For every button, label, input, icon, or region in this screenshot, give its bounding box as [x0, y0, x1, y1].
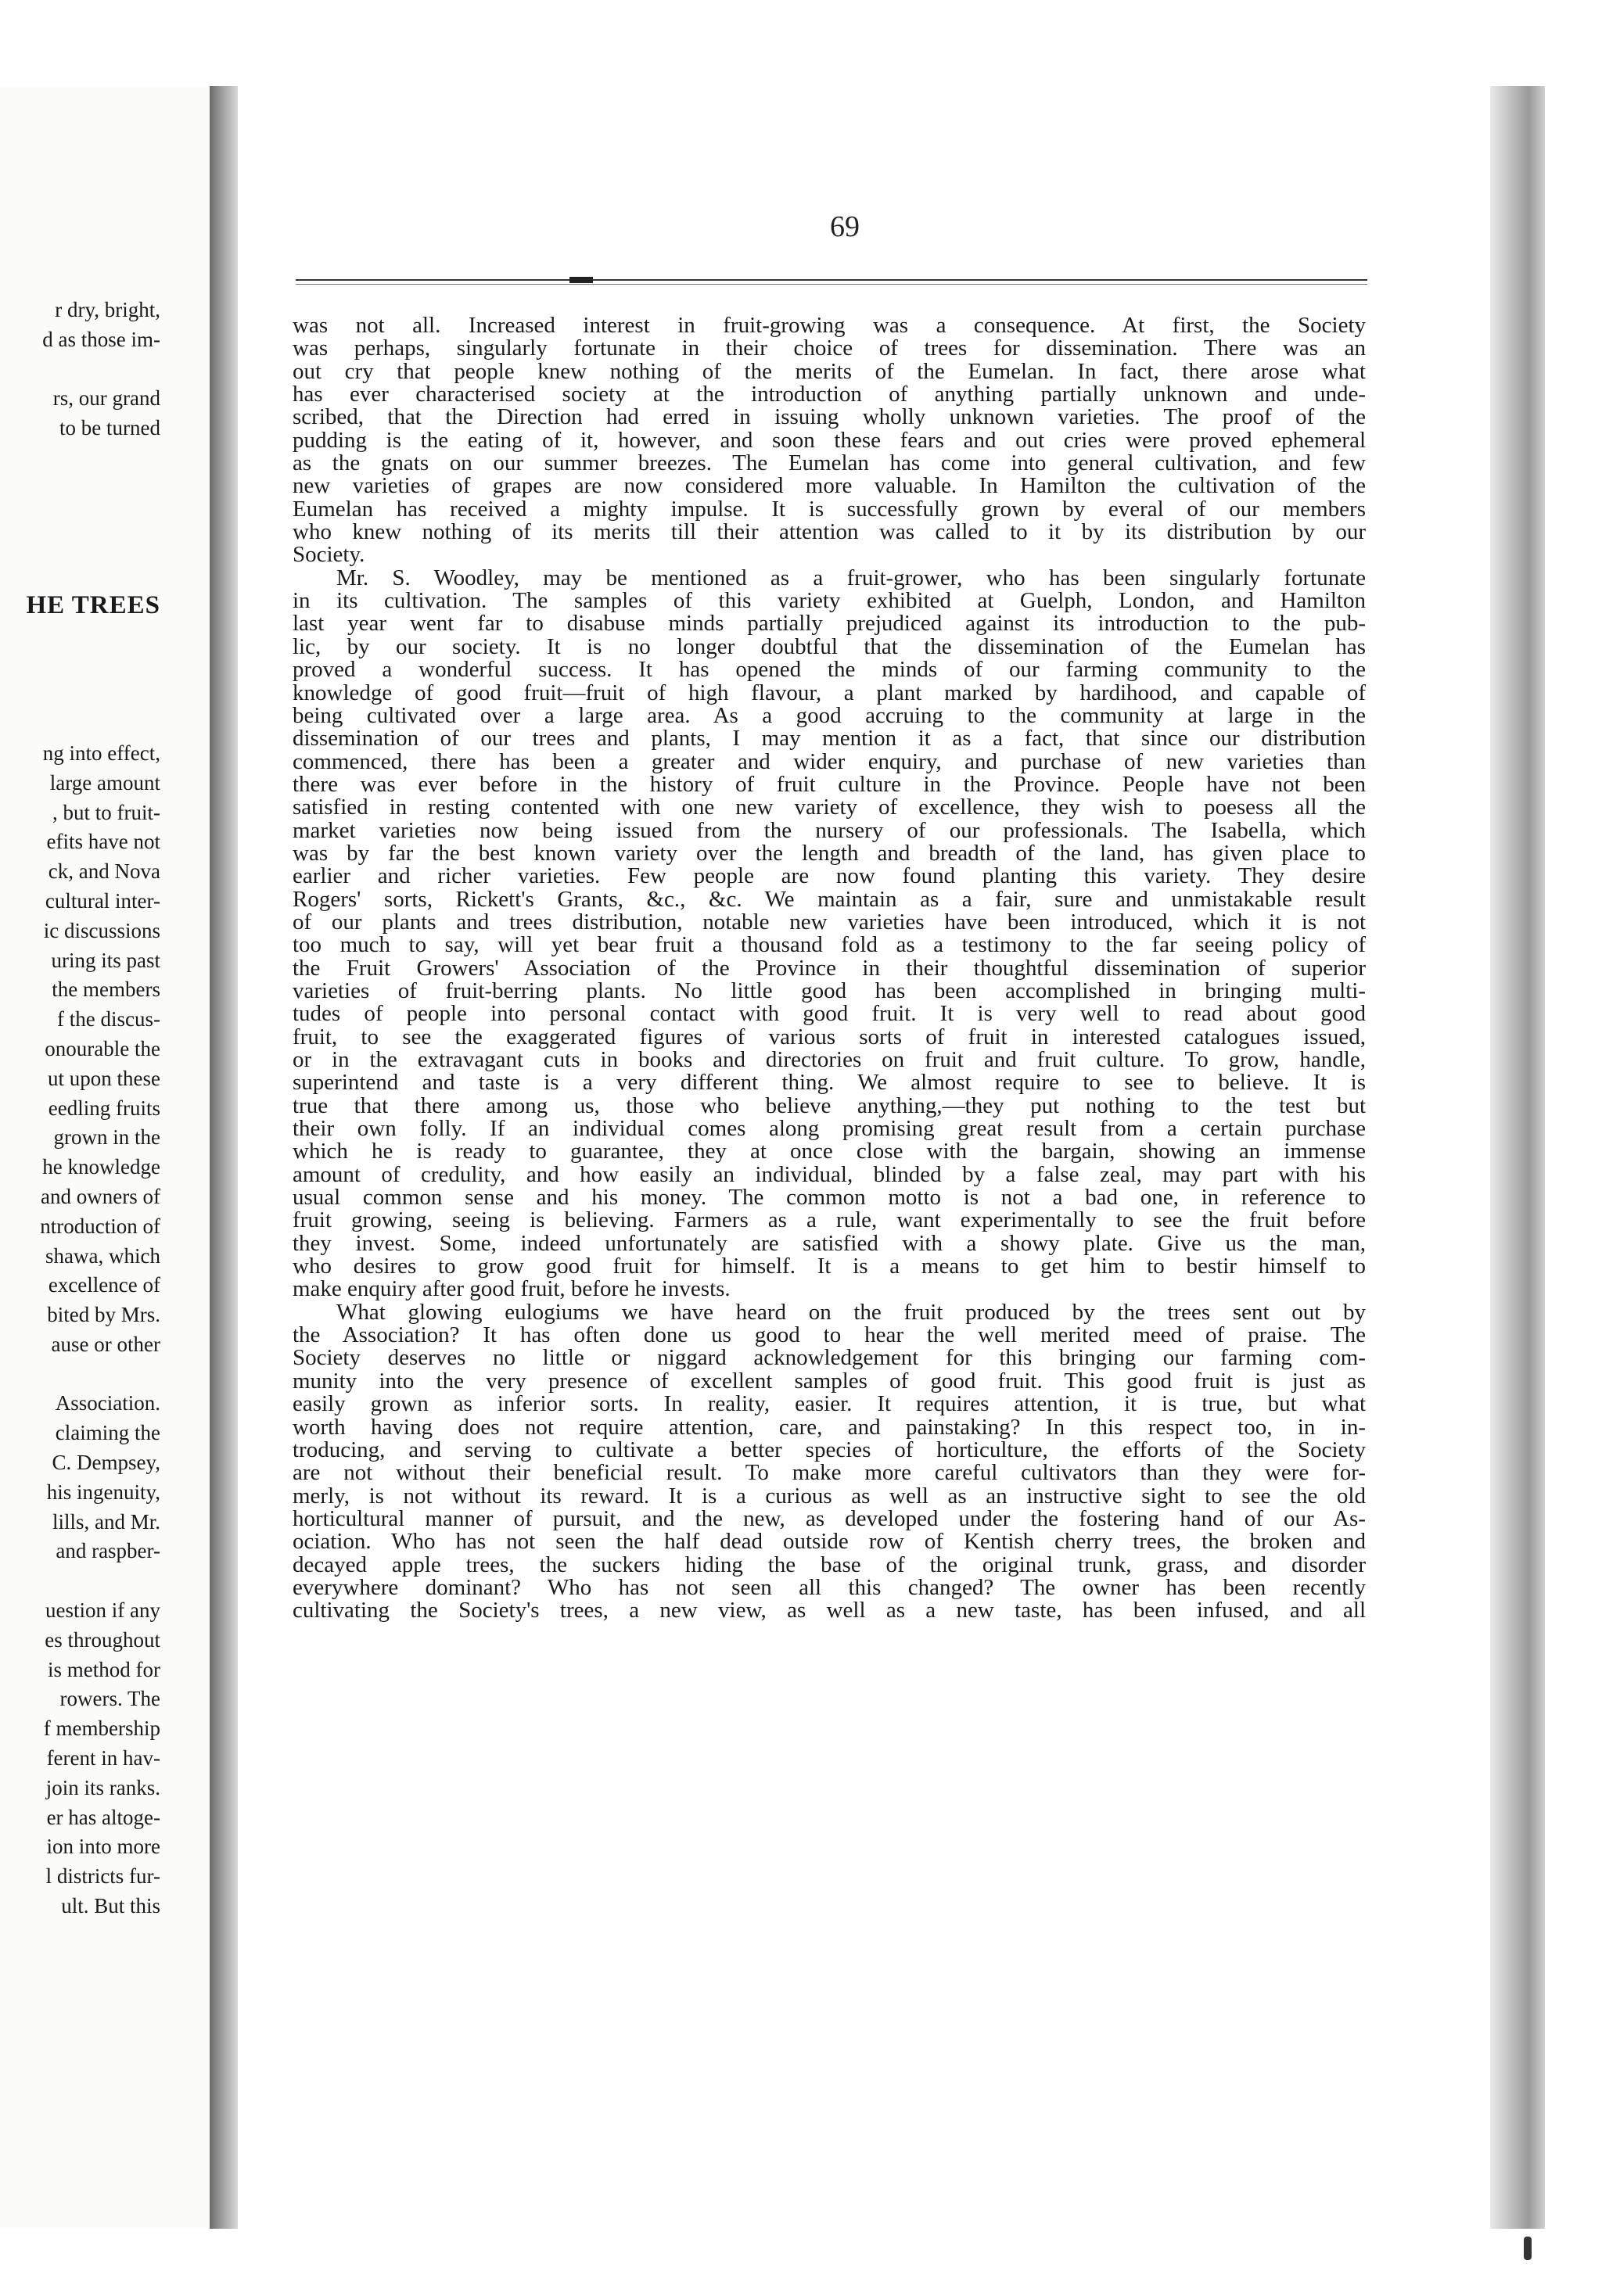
- body-text-line: new varieties of grapes are now considered more valuable. In Hamilton the cultivation of the: [293, 473, 1366, 499]
- body-text-line: make enquiry after good fruit, before he invests.: [293, 1276, 731, 1302]
- previous-page-line: ntroduction of: [40, 1214, 160, 1238]
- previous-page-line: [0, 709, 160, 739]
- previous-page-line: [0, 443, 160, 473]
- header-rule-line-secondary: [296, 284, 1367, 285]
- body-text-line: Eumelan has received a mighty impulse. It is successfully grown by everal of our members: [293, 496, 1366, 522]
- body-text-line: Society deserves no little or niggard acknowledgement for this bringing our farming com-: [293, 1345, 1366, 1371]
- previous-page-line: es throughout: [45, 1627, 160, 1652]
- binding-mark: [1524, 2237, 1532, 2260]
- header-rule: [296, 279, 1367, 287]
- body-text-line: as the gnats on our summer breezes. The Eumelan has come into general cultivation, and few: [293, 450, 1366, 476]
- previous-page-line: ult. But this: [61, 1894, 160, 1918]
- previous-page-line: [0, 355, 160, 385]
- previous-page-line: , but to fruit-: [52, 800, 160, 824]
- body-text-line: What glowing eulogiums we have heard on the fruit produced by the trees sent out by: [336, 1299, 1366, 1325]
- body-text-line: decayed apple trees, the suckers hiding the base of the original trunk, grass, and disorder: [293, 1552, 1366, 1577]
- previous-page-line: [0, 1360, 160, 1390]
- previous-page-line: he knowledge: [42, 1155, 160, 1179]
- body-text-line: varieties of fruit-berring plants. No little good has been accomplished in bringing multi-: [293, 978, 1366, 1003]
- body-text-line: who desires to grow good fruit for himself. It is a means to get him to bestir himself to: [293, 1254, 1366, 1279]
- previous-page-line: C. Dempsey,: [52, 1451, 160, 1475]
- previous-page-line: the members: [52, 978, 160, 1002]
- page-gutter-shadow: [210, 86, 238, 2229]
- body-text-line: lic, by our society. It is no longer doubtful that the dissemination of the Eumelan has: [293, 633, 1366, 659]
- previous-page-line: his ingenuity,: [46, 1480, 160, 1504]
- previous-page-text: [0, 296, 160, 1921]
- body-text-line: pudding is the eating of it, however, and soon these fears and out cries were proved ephemeral: [293, 427, 1366, 453]
- body-text-line: has ever characterised society at the introduction of anything partially unknown and unde-: [293, 382, 1366, 407]
- body-text-line: Mr. S. Woodley, may be mentioned as a fruit-grower, who has been singularly fortunate: [336, 565, 1366, 590]
- body-text-line: or in the extravagant cuts in books and directories on fruit and fruit culture. To grow, handle,: [293, 1047, 1366, 1072]
- previous-page-line: [0, 561, 160, 591]
- body-text-line: troducing, and serving to cultivate a better species of horticulture, the efforts of the Society: [293, 1437, 1366, 1462]
- body-text-line: superintend and taste is a very different thing. We almost require to see to believe. It is: [293, 1070, 1366, 1096]
- body-text-line: there was ever before in the history of fruit culture in the Province. People have not been: [293, 771, 1366, 797]
- body-text-line: proved a wonderful success. It has opened the minds of our farming community to the: [293, 657, 1366, 683]
- previous-page-line: grown in the: [53, 1125, 160, 1150]
- body-text-line: commenced, there has been a greater and wider enquiry, and purchase of new varieties than: [293, 748, 1366, 774]
- previous-page-line: and raspber-: [56, 1539, 160, 1563]
- page-edge-stack: [1490, 86, 1545, 2229]
- previous-page-line: onourable the: [45, 1036, 160, 1060]
- previous-page-line: d as those im-: [42, 327, 160, 351]
- body-text-line: true that there among us, those who believe anything,—they put nothing to the test but: [293, 1092, 1366, 1118]
- body-text-line: ociation. Who has not seen the half dead outside row of Kentish cherry trees, the broken and: [293, 1529, 1366, 1555]
- body-text-line: out cry that people knew nothing of the merits of the Eumelan. In fact, there arose what: [293, 358, 1366, 384]
- header-rule-line: [296, 279, 1367, 281]
- body-text-line: fruit growing, seeing is believing. Farmers as a rule, want experimentally to see the fruit before: [293, 1207, 1366, 1233]
- previous-page-line: r dry, bright,: [55, 298, 160, 321]
- body-text-line: the Association? It has often done us good to hear the well merited meed of praise. The: [293, 1322, 1366, 1348]
- previous-page-line: f the discus-: [57, 1007, 160, 1031]
- body-text-line: scribed, that the Direction had erred in issuing wholly unknown varieties. The proof of the: [293, 404, 1366, 430]
- body-text-line: earlier and richer varieties. Few people are now found planting this variety. They desire: [293, 863, 1366, 889]
- previous-page-line: er has altoge-: [46, 1805, 160, 1829]
- previous-page-line: shawa, which: [45, 1243, 160, 1268]
- body-text-line: everywhere dominant? Who has not seen all this changed? The owner has been recently: [293, 1574, 1366, 1600]
- previous-page-line: ion into more: [46, 1835, 160, 1859]
- previous-page-line: and owners of: [41, 1184, 160, 1208]
- body-text-line: tudes of people into personal contact with good fruit. It is very well to read about good: [293, 1001, 1366, 1027]
- previous-page-line: rs, our grand: [52, 386, 160, 411]
- previous-page-line: to be turned: [59, 416, 160, 440]
- previous-page-line: ferent in hav-: [46, 1746, 160, 1770]
- previous-page-line: efits have not: [46, 830, 160, 854]
- previous-page-line: ng into effect,: [42, 741, 160, 765]
- body-text-line: who knew nothing of its merits till their attention was called to it by its distribution by our: [293, 519, 1366, 545]
- body-text-line: knowledge of good fruit—fruit of high flavour, a plant marked by hardihood, and capable of: [293, 680, 1366, 705]
- body-text-line: satisfied in resting contented with one new variety of excellence, they wish to poesess all the: [293, 795, 1366, 820]
- previous-page-line: [0, 503, 160, 533]
- body-text-line: their own folly. If an individual comes along promising great result from a certain purchase: [293, 1116, 1366, 1142]
- page-body-text: [293, 314, 1366, 1623]
- previous-page-line: [0, 473, 160, 503]
- previous-page-line: [0, 1566, 160, 1596]
- body-text-line: they invest. Some, indeed unfortunately are satisfied with a showy plate. Give us the man,: [293, 1230, 1366, 1256]
- previous-page-line: HE TREES: [26, 590, 160, 619]
- previous-page-line: uestion if any: [45, 1598, 160, 1623]
- body-text-line: Rogers' sorts, Rickett's Grants, &c., &c. We maintain as a fair, sure and unmistakable result: [293, 886, 1366, 912]
- previous-page-line: excellence of: [48, 1273, 160, 1297]
- previous-page-line: rowers. The: [59, 1687, 160, 1711]
- previous-page-line: [0, 532, 160, 561]
- body-text-line: dissemination of our trees and plants, I may mention it as a fact, that since our distribution: [293, 726, 1366, 752]
- previous-page-line: Association.: [55, 1391, 160, 1415]
- previous-page-line: large amount: [49, 770, 160, 795]
- body-text-line: in its cultivation. The samples of this variety exhibited at Guelph, London, and Hamilton: [293, 588, 1366, 614]
- previous-page-line: ck, and Nova: [48, 859, 160, 884]
- previous-page-line: eedling fruits: [48, 1096, 160, 1120]
- previous-page-line: f membership: [43, 1717, 160, 1741]
- previous-page-line: ause or other: [51, 1332, 160, 1356]
- body-text-line: worth having does not require attention, care, and painstaking? In this respect too, in in-: [293, 1414, 1366, 1440]
- previous-page-line: uring its past: [51, 948, 160, 972]
- previous-page-line: [0, 621, 160, 651]
- previous-page-line: lills, and Mr.: [52, 1509, 160, 1534]
- body-text-line: was by far the best known variety over the length and breadth of the land, has given place to: [293, 840, 1366, 866]
- body-text-line: merly, is not without its reward. It is a curious as well as an instructive sight to see the old: [293, 1483, 1366, 1509]
- previous-page-line: ut upon these: [48, 1066, 160, 1090]
- header-rule-ornament: [569, 277, 593, 283]
- body-text-line: amount of credulity, and how easily an individual, blinded by a false zeal, may part with his: [293, 1161, 1366, 1187]
- previous-page-line: ic discussions: [43, 918, 160, 942]
- body-text-line: market varieties now being issued from the nursery of our professionals. The Isabella, which: [293, 817, 1366, 843]
- body-text-line: last year went far to disabuse minds partially prejudiced against its introduction to the pub-: [293, 611, 1366, 637]
- body-text-line: was perhaps, singularly fortunate in their choice of trees for dissemination. There was an: [293, 335, 1366, 361]
- previous-page-line: bited by Mrs.: [47, 1303, 160, 1327]
- page-number: 69: [830, 210, 860, 243]
- body-text-line: Society.: [293, 542, 365, 568]
- body-text-line: being cultivated over a large area. As a good accruing to the community at large in the: [293, 702, 1366, 728]
- body-text-line: munity into the very presence of excellent samples of good fruit. This good fruit is just as: [293, 1368, 1366, 1394]
- body-text-line: cultivating the Society's trees, a new view, as well as a new taste, has been infused, and all: [293, 1598, 1366, 1623]
- body-text-line: of our plants and trees distribution, notable new varieties have been introduced, which it is not: [293, 909, 1366, 935]
- body-text-line: which he is ready to guarantee, they at once close with the bargain, showing an immense: [293, 1139, 1366, 1164]
- body-text-line: too much to say, will yet bear fruit a thousand fold as a testimony to the far seeing policy of: [293, 932, 1366, 958]
- previous-page-line: is method for: [48, 1657, 160, 1681]
- previous-page-line: claiming the: [55, 1421, 160, 1445]
- previous-page-line: [0, 651, 160, 680]
- body-text-line: fruit, to see the exaggerated figures of various sorts of fruit in interested catalogues issued,: [293, 1024, 1366, 1049]
- body-text-line: horticultural manner of pursuit, and the new, as developed under the fostering hand of our As-: [293, 1505, 1366, 1531]
- body-text-line: the Fruit Growers' Association of the Province in their thoughtful dissemination of superior: [293, 955, 1366, 981]
- previous-page-line: join its ranks.: [45, 1775, 160, 1799]
- body-text-line: usual common sense and his money. The common motto is not a bad one, in reference to: [293, 1185, 1366, 1211]
- body-text-line: easily grown as inferior sorts. In reality, easier. It requires attention, it is true, but what: [293, 1391, 1366, 1417]
- previous-page-line: cultural inter-: [45, 888, 160, 913]
- body-text-line: are not without their beneficial result. To make more careful cultivators than they were for-: [293, 1460, 1366, 1486]
- previous-page-line: [0, 680, 160, 709]
- body-text-line: was not all. Increased interest in fruit-growing was a consequence. At first, the Society: [293, 313, 1366, 338]
- previous-page-line: l districts fur-: [45, 1864, 160, 1889]
